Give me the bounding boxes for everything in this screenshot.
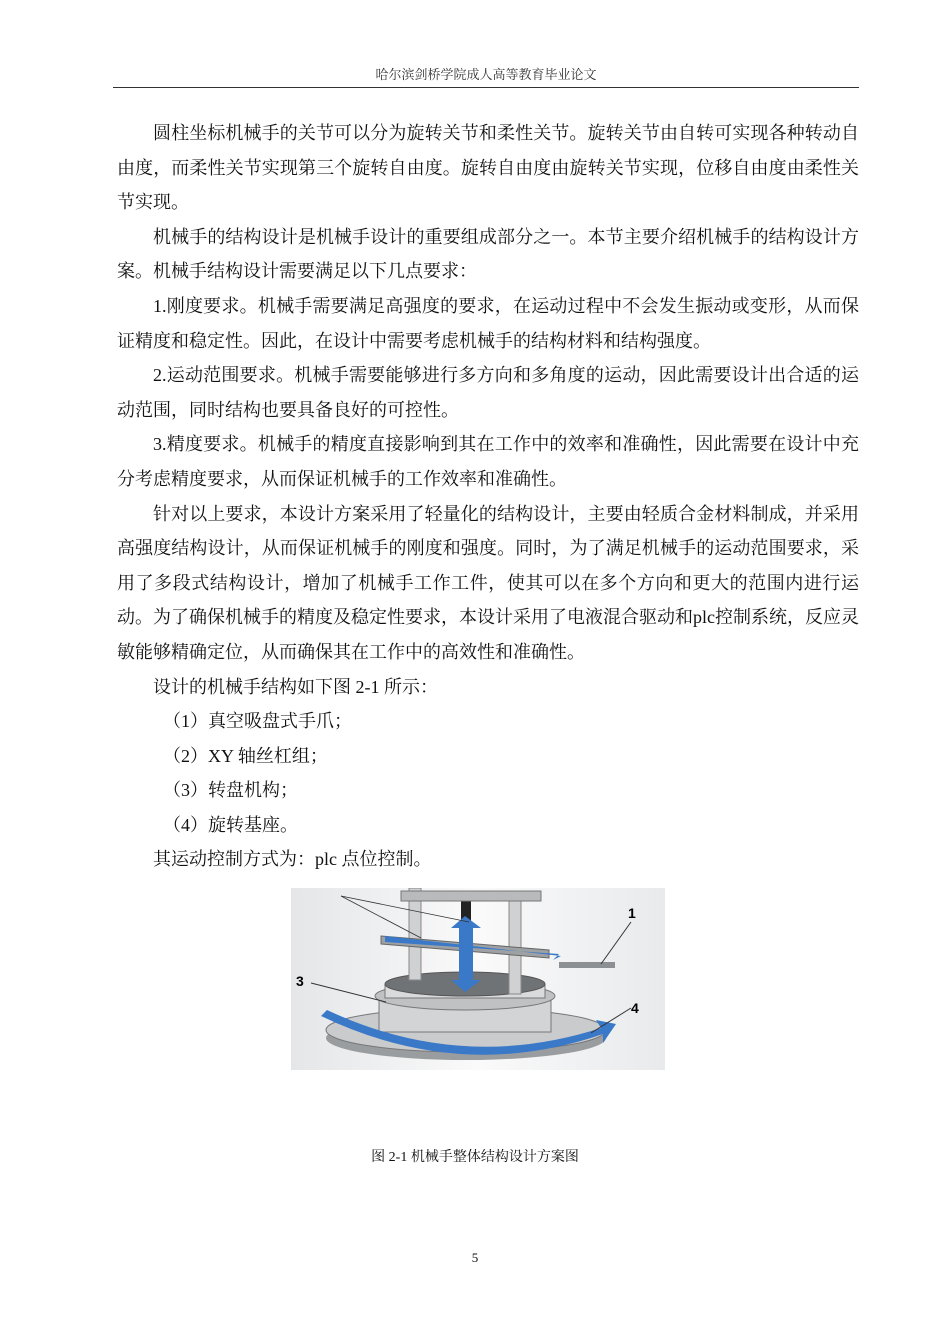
figure-caption: 图 2-1 机械手整体结构设计方案图	[371, 1150, 579, 1165]
paragraph: 圆柱坐标机械手的关节可以分为旋转关节和柔性关节。旋转关节由自转可实现各种转动自由度，而柔性关节实现第三个旋转自由度。旋转自由度由旋转关节实现，位移自由度由柔性关节实现。	[117, 123, 859, 213]
header-rule	[113, 87, 859, 88]
page-number: 5	[471, 1250, 479, 1265]
robot-arm-figure	[291, 888, 665, 1070]
list-item: （3）转盘机构；	[163, 780, 298, 801]
paragraph: 其运动控制方式为：plc 点位控制。	[153, 849, 432, 870]
list-item: （2）XY 轴丝杠组；	[163, 745, 328, 766]
page-header: 哈尔滨剑桥学院成人高等教育毕业论文	[375, 67, 597, 82]
figure-label-3: 3	[296, 973, 304, 989]
paragraph: 设计的机械手结构如下图 2-1 所示：	[153, 676, 438, 697]
list-item: （1）真空吸盘式手爪；	[163, 711, 352, 732]
paragraph: 机械手的结构设计是机械手设计的重要组成部分之一。本节主要介绍机械手的结构设计方案。机械手结构设计需要满足以下几点要求：	[117, 226, 859, 282]
figure-label-4: 4	[631, 1000, 639, 1016]
suction-gripper	[559, 962, 615, 968]
list-item: （4）旋转基座。	[163, 814, 298, 835]
body-text	[117, 116, 859, 877]
paragraph: 针对以上要求，本设计方案采用了轻量化的结构设计，主要由轻质合金材料制成，并采用高强度结构设计，从而保证机械手的刚度和强度。同时，为了满足机械手的运动范围要求，采用了多段式结构设计，增加了机械手工作工件，使其可以在多个方向和更大的范围内进行运动。为了确保机械手的精度及稳定性要求，本设计采用了电液混合驱动和plc控制系统，反应灵敏能够精确定位，从而确保其在工作中的高效性和准确性。	[117, 503, 859, 662]
figure-label-1: 1	[628, 905, 636, 921]
paragraph: 1.刚度要求。机械手需要满足高强度的要求，在运动过程中不会发生振动或变形，从而保证精度和稳定性。因此，在设计中需要考虑机械手的结构材料和结构强度。	[117, 295, 859, 351]
paragraph: 2.运动范围要求。机械手需要能够进行多方向和多角度的运动，因此需要设计出合适的运动范围，同时结构也要具备良好的可控性。	[117, 365, 859, 420]
paragraph: 3.精度要求。机械手的精度直接影响到其在工作中的效率和准确性，因此需要在设计中充分考虑精度要求，从而保证机械手的工作效率和准确性。	[117, 434, 859, 489]
